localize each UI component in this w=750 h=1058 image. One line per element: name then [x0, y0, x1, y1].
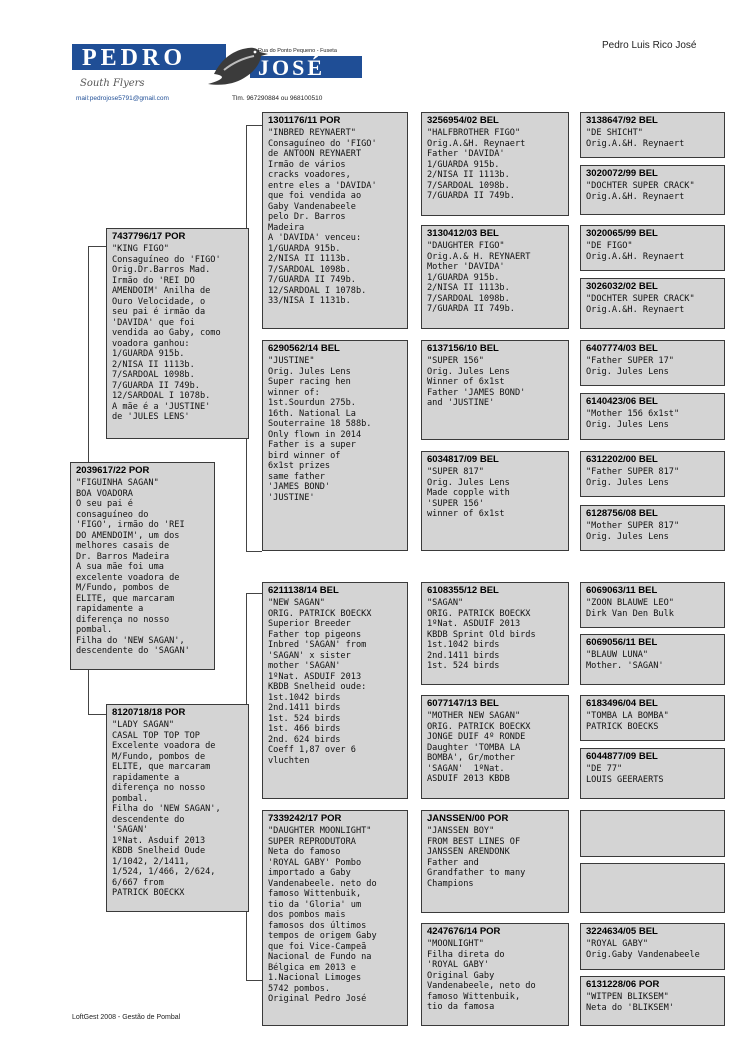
pedigree-gen4-dsd: [421, 695, 569, 799]
bird-notes: "MOTHER NEW SAGAN" ORIG. PATRICK BOECKX JONGE DUIF 4º RONDE Daughter 'TOMBA LA BOMBA', Gr/mother 'SAGAN' 1ºNat. ASDUIF 2013 KBDB: [427, 711, 531, 784]
pedigree-gen5-ddsd: [580, 863, 725, 913]
ring-number: 3224634/05 BEL: [586, 926, 658, 937]
bird-notes: "Father SUPER 817" Orig. Jules Lens: [586, 467, 680, 488]
connector-line: [88, 670, 89, 714]
pedigree-dam-sire: [262, 582, 408, 799]
pedigree-gen5-sdsd: [580, 393, 725, 440]
bird-notes: "KING FIGO" Consaguíneo do 'FIGO' Orig.Dr.Barros Mad. Irmão do 'REI DO AMENDOIM' Anilha de Ouro Velocidade, o seu pai é irmão da 'DAVIDA' que foi vendida ao Gaby, como voadora ganhou: 1/GUARDA 915b. 2/NISA II 1113b. 7/SARDOAL 1098b. 7/GUARDA II 749b. 12/SARDOAL I 1078b. A mãe é a 'JUSTINE' de 'JULES LENS': [112, 244, 221, 422]
pedigree-subject: [70, 462, 215, 670]
ring-number: 3256954/02 BEL: [427, 115, 499, 126]
bird-notes: "ROYAL GABY" Orig.Gaby Vandenabeele: [586, 939, 700, 960]
bird-notes: "Father SUPER 17" Orig. Jules Lens: [586, 356, 674, 377]
logo-name-right: JOSÉ: [258, 55, 326, 80]
bird-notes: "DOCHTER SUPER CRACK" Orig.A.&H. Reynaert: [586, 294, 695, 315]
pedigree-gen5-ssdd: [580, 278, 725, 329]
bird-notes: "DE SHICHT" Orig.A.&H. Reynaert: [586, 128, 685, 149]
bird-notes: "DAUGHTER FIGO" Orig.A.& H. REYNAERT Mother 'DAVIDA' 1/GUARDA 915b. 2/NISA II 1113b. 7/SARDOAL 1098b. 7/GUARDA II 749b.: [427, 241, 531, 314]
connector-line: [246, 551, 262, 552]
ring-number: 3020072/99 BEL: [586, 168, 658, 179]
ring-number: 6044877/09 BEL: [586, 751, 658, 762]
ring-number: JANSSEN/00 POR: [427, 813, 509, 824]
pedigree-gen5-dsds: [580, 695, 725, 741]
connector-line: [246, 593, 262, 594]
pedigree-gen4-sds: [421, 340, 569, 440]
pedigree-gen5-ddss: [580, 810, 725, 857]
connector-line: [88, 246, 106, 247]
pedigree-sire-dam: [262, 340, 408, 551]
logo-email: mail:pedrojose5791@gmail.com: [76, 95, 169, 102]
ring-number: 6407774/03 BEL: [586, 343, 658, 354]
ring-number: 6290562/14 BEL: [268, 343, 340, 354]
ring-number: 6183496/04 BEL: [586, 698, 658, 709]
ring-number: 6069056/11 BEL: [586, 637, 658, 648]
pedigree-gen5-ssss: [580, 112, 725, 158]
bird-notes: "TOMBA LA BOMBA" PATRICK BOECKS: [586, 711, 669, 732]
connector-line: [88, 714, 106, 715]
ring-number: 3026032/02 BEL: [586, 281, 658, 292]
pedigree-gen4-sss: [421, 112, 569, 216]
connector-line: [246, 593, 247, 704]
bird-notes: "DOCHTER SUPER CRACK" Orig.A.&H. Reynaert: [586, 181, 695, 202]
ring-number: 6312202/00 BEL: [586, 454, 658, 465]
connector-line: [246, 125, 262, 126]
pedigree-gen4-dss: [421, 582, 569, 685]
pedigree-gen5-ssds: [580, 225, 725, 271]
loft-logo: [72, 40, 372, 106]
bird-notes: "LADY SAGAN" CASAL TOP TOP TOP Excelente voadora de M/Fundo, pombos de ELITE, que marcaram rapidamente a diferença no nosso pombal. Filha do 'NEW SAGAN', descendente do 'SAGAN' 1ºNat. Asduif 2013 KBDB Snelheid Oude 1/1042, 2/1411, 1/524, 1/466, 2/624, 6/667 from PATRICK BOECKX: [112, 720, 221, 898]
connector-line: [246, 980, 262, 981]
connector-line: [88, 246, 89, 462]
bird-notes: "Mother SUPER 817" Orig. Jules Lens: [586, 521, 680, 542]
pedigree-gen5-ddds: [580, 923, 725, 970]
ring-number: 6069063/11 BEL: [586, 585, 658, 596]
ring-number: 6077147/13 BEL: [427, 698, 499, 709]
ring-number: 3020065/99 BEL: [586, 228, 658, 239]
bird-notes: "BLAUW LUNA" Mother. 'SAGAN': [586, 650, 664, 671]
ring-number: 7339242/17 POR: [268, 813, 342, 824]
bird-notes: "INBRED REYNAERT" Consaguíneo do 'FIGO' de ANTOON REYNAERT Irmão de vários cracks voadores, entre eles a 'DAVIDA' que foi vendida ao Gaby Vandenabeele pelo Dr. Barros Madeira A 'DAVIDA' venceu: 1/GUARDA 915b. 2/NISA II 1113b. 7/SARDOAL 1098b. 7/GUARDA II 749b. 12/SARDOAL I 1078b. 33/NISA I 1131b.: [268, 128, 377, 306]
ring-number: 6128756/08 BEL: [586, 508, 658, 519]
ring-number: 7437796/17 POR: [112, 231, 186, 242]
ring-number: 2039617/22 POR: [76, 465, 150, 476]
bird-notes: "SUPER 817" Orig. Jules Lens Made copple with 'SUPER 156' winner of 6x1st: [427, 467, 510, 519]
ring-number: 1301176/11 POR: [268, 115, 341, 126]
pedigree-gen4-ssd: [421, 225, 569, 329]
bird-notes: "DAUGHTER MOONLIGHT" SUPER REPRODUTORA Neta do famoso 'ROYAL GABY' Pombo importado a Gaby Vandenabeele. neto do famoso Wittenbuik, tio da 'Gloria' um dos pombos mais famosos dos últimos tempos de origem Gaby que foi Vice-Campeã Nacional de Fundo na Bélgica em 2013 e 1.Nacional Limoges 5742 pombos. Original Pedro José: [268, 826, 377, 1004]
pedigree-gen5-sdds: [580, 451, 725, 497]
logo-name-left: PEDRO: [82, 45, 186, 71]
pedigree-gen5-dsdd: [580, 748, 725, 799]
pedigree-gen4-ddd: [421, 923, 569, 1026]
logo-phone: Tlm. 967290884 ou 968100510: [232, 95, 323, 102]
pedigree-gen5-sddd: [580, 505, 725, 551]
bird-notes: "SAGAN" ORIG. PATRICK BOECKX 1ºNat. ASDUIF 2013 KBDB Sprint Old birds 1st.1042 birds 2nd.1411 birds 1st. 524 birds: [427, 598, 536, 671]
ring-number: 4247676/14 POR: [427, 926, 501, 937]
ring-number: 3138647/92 BEL: [586, 115, 658, 126]
ring-number: 6108355/12 BEL: [427, 585, 499, 596]
bird-notes: "FIGUINHA SAGAN" BOA VOADORA O seu pai é consaguíneo do 'FIGO', irmão do 'REI DO AMENDOIM', um dos melhores casais de Dr. Barros Madeira A sua mãe foi uma excelente voadora de M/Fundo, pombos de ELITE, que marcaram rapidamente a diferença no nosso pombal. Filha do 'NEW SAGAN', descendente do 'SAGAN': [76, 478, 190, 656]
pedigree-gen5-sdss: [580, 340, 725, 386]
pedigree-gen5-dddd: [580, 976, 725, 1026]
bird-notes: "JANSSEN BOY" FROM BEST LINES OF JANSSEN ARENDONK Father and Grandfather to many Champions: [427, 826, 526, 889]
pedigree-sire: [106, 228, 249, 439]
connector-line: [246, 125, 247, 229]
ring-number: 6131228/06 POR: [586, 979, 660, 990]
logo-address: Rua do Ponto Pequeno - Fuseta: [258, 48, 337, 54]
bird-notes: "NEW SAGAN" ORIG. PATRICK BOECKX Superior Breeder Father top pigeons Inbred 'SAGAN' from 'SAGAN' x sister mother 'SAGAN' 1ºNat. ASDUIF 2013 KBDB Snelheid oude: 1st.1042 birds 2nd.1411 birds 1st. 524 birds 1st. 466 birds 2nd. 624 birds Coeff 1,87 over 6 vluchten: [268, 598, 372, 766]
bird-notes: "SUPER 156" Orig. Jules Lens Winner of 6x1st Father 'JAMES BOND' and 'JUSTINE': [427, 356, 526, 408]
ring-number: 6140423/06 BEL: [586, 396, 658, 407]
bird-notes: "HALFBROTHER FIGO" Orig.A.&H. Reynaert Father 'DAVIDA' 1/GUARDA 915b. 2/NISA II 1113b. 7/SARDOAL 1098b. 7/GUARDA II 749b.: [427, 128, 526, 201]
owner-name: Pedro Luis Rico José: [602, 40, 697, 51]
pedigree-gen4-sdd: [421, 451, 569, 551]
pedigree-gen5-sssd: [580, 165, 725, 215]
ring-number: 6137156/10 BEL: [427, 343, 499, 354]
pedigree-gen5-dsss: [580, 582, 725, 628]
pedigree-dam-dam: [262, 810, 408, 1026]
software-footer: LoftGest 2008 - Gestão de Pombal: [72, 1014, 181, 1021]
ring-number: 8120718/18 POR: [112, 707, 186, 718]
logo-tagline: South Flyers: [80, 78, 145, 89]
ring-number: 6034817/09 BEL: [427, 454, 499, 465]
ring-number: 6211138/14 BEL: [268, 585, 339, 596]
bird-notes: "DE 77" LOUIS GEERAERTS: [586, 764, 664, 785]
bird-notes: "WITPEN BLIKSEM" Neta do 'BLIKSEM': [586, 992, 674, 1013]
pedigree-dam: [106, 704, 249, 912]
bird-notes: "Mother 156 6x1st" Orig. Jules Lens: [586, 409, 680, 430]
bird-notes: "ZOON BLAUWE LEO" Dirk Van Den Bulk: [586, 598, 674, 619]
pedigree-gen5-dssd: [580, 634, 725, 685]
ring-number: 3130412/03 BEL: [427, 228, 499, 239]
bird-notes: "MOONLIGHT" Filha direta do 'ROYAL GABY' Original Gaby Vandenabeele, neto do famoso Wittenbuik, tio da famosa: [427, 939, 536, 1012]
pedigree-sire-sire: [262, 112, 408, 329]
bird-notes: "JUSTINE" Orig. Jules Lens Super racing hen winner of: 1st.Sourdun 275b. 16th. National La Souterraine 18 588b. Only flown in 2014 Father is a super bird winner of 6x1st prizes same father 'JAMES BOND' 'JUSTINE': [268, 356, 372, 503]
pedigree-gen4-dds: [421, 810, 569, 913]
bird-notes: "DE FIGO" Orig.A.&H. Reynaert: [586, 241, 685, 262]
